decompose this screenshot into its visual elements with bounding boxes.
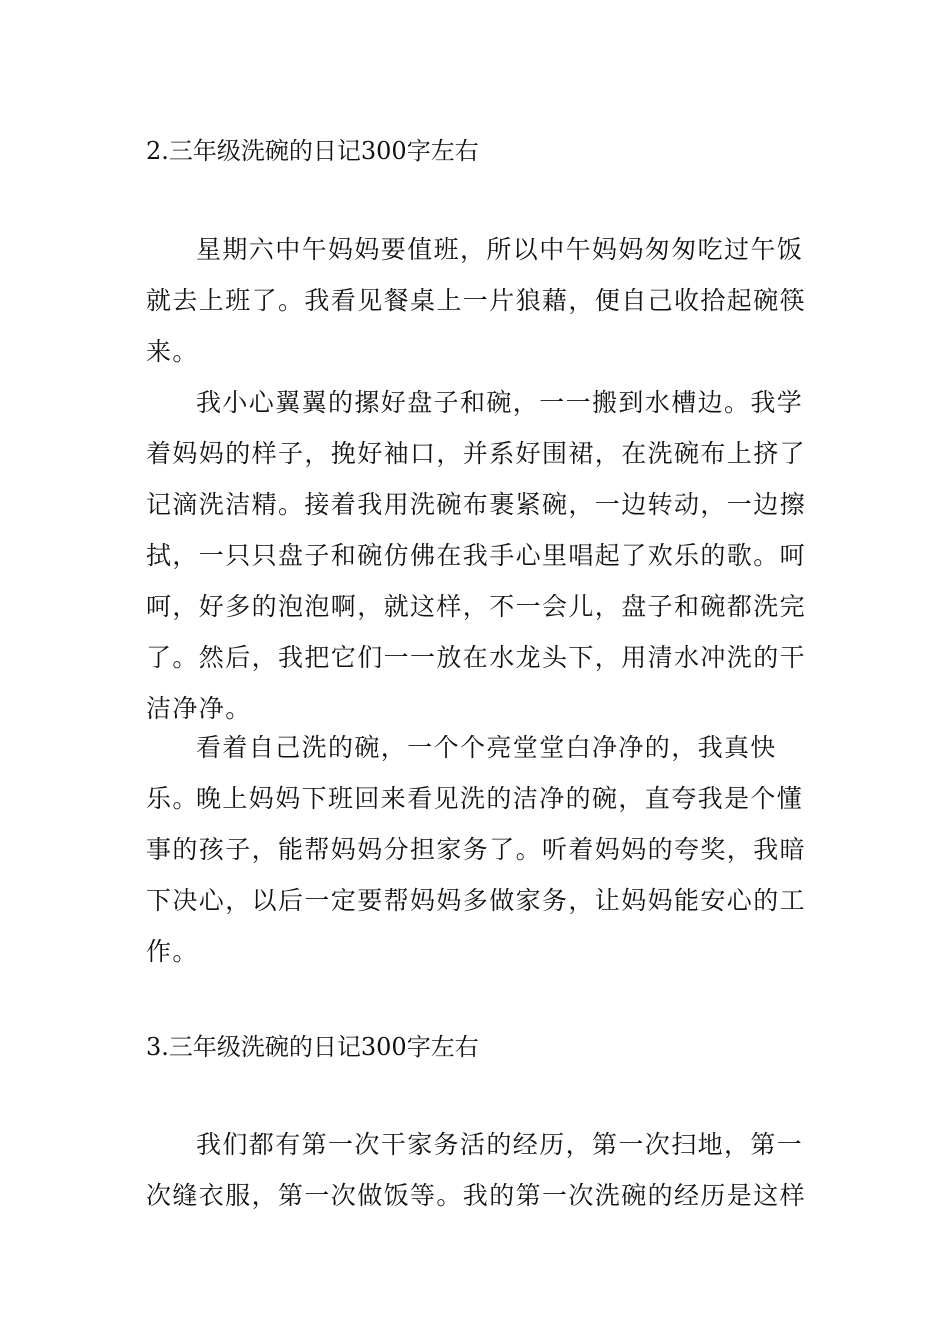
paragraph: 我小心翼翼的摞好盘子和碗，一一搬到水槽边。我学着妈妈的样子，挽好袖口，并系好围裙，在洗碗布上挤了记滴洗洁精。接着我用洗碗布裹紧碗，一边转动，一边擦拭，一只只盘子和碗仿佛在我手心里唱起了欢乐的歌。呵呵，好多的泡泡啊，就这样，不一会儿，盘子和碗都洗完了。然后，我把它们一一放在水龙头下，用清水冲洗的干洁净净。 bbox=[146, 388, 807, 723]
paragraph: 晚上妈妈下班回来看见洗的洁净的碗，直夸我是个懂事的孩子，能帮妈妈分担家务了。听着妈妈的夸奖，我暗下决心，以后一定要帮妈妈多做家务，让妈妈能安心的工作。 bbox=[146, 784, 807, 966]
paragraph: 我们都有第一次干家务活的经历，第一次扫地，第一次缝衣服，第一次做饭等。我的第一次洗碗的经历是这样 bbox=[146, 1130, 807, 1210]
paragraph: 星期六中午妈妈要值班，所以中午妈妈匆匆吃过午饭就去上班了。我看见餐桌上一片狼藉，便自己收拾起碗筷来。 bbox=[146, 235, 807, 366]
section-heading: 3.三年级洗碗的日记300字左右 bbox=[146, 1033, 479, 1061]
section-heading: 2.三年级洗碗的日记300字左右 bbox=[146, 137, 479, 165]
paragraph: 看着自己洗的碗，一个个亮堂堂白净净的，我真快乐。 bbox=[146, 733, 777, 813]
